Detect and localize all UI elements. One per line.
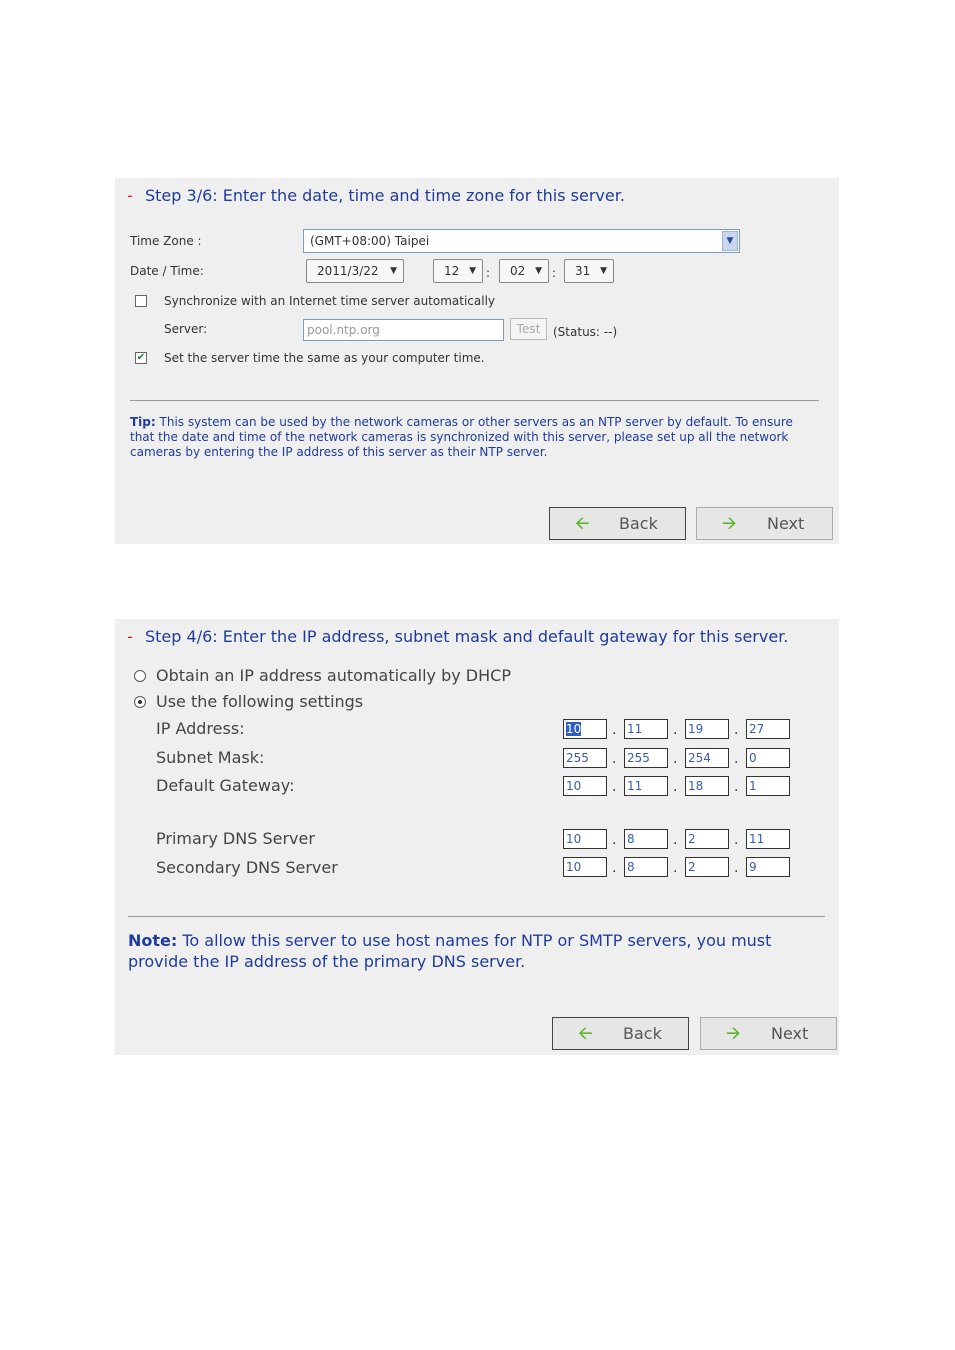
note-bold: Note: [128,931,178,950]
octet-dot: . [734,832,739,848]
next-button[interactable] [696,507,833,540]
gateway-octet-3[interactable]: 18 [685,776,729,796]
same-time-label: Set the server time the same as your computer time. [164,351,485,365]
hour-value: 12 [444,264,460,278]
time-colon: : [486,266,491,280]
dhcp-radio[interactable] [134,670,146,682]
octet-dot: . [734,779,739,795]
octet-dot: . [734,751,739,767]
arrow-right-icon: 🡪 [726,1023,741,1044]
gateway-octet-4[interactable]: 1 [746,776,790,796]
note-text [128,930,828,972]
dns1-octet-2[interactable]: 8 [624,829,668,849]
ip-octet-1-value: 10 [566,722,582,736]
dns2-octet-2[interactable]: 8 [624,857,668,877]
octet-dot: . [673,860,678,876]
subnet-octet-1[interactable]: 255 [563,748,607,768]
arrow-left-icon: 🡨 [578,1023,593,1044]
tip-text [130,415,800,460]
dns2-label: Secondary DNS Server [156,858,338,877]
second-value: 31 [575,264,591,278]
octet-dot: . [734,860,739,876]
ip-octet-1[interactable] [563,719,607,739]
octet-dot: . [673,832,678,848]
back-label: Back [623,1024,662,1043]
octet-dot: . [673,779,678,795]
step3-dash: - [127,186,133,205]
dhcp-label: Obtain an IP address automatically by DHCP [156,666,511,685]
ip-octet-3[interactable]: 19 [685,719,729,739]
test-button[interactable]: Test [510,318,547,340]
time-zone-label: Time Zone : [130,234,202,248]
subnet-label: Subnet Mask: [156,748,265,767]
ip-octet-2[interactable]: 11 [624,719,668,739]
step3-header [115,178,625,214]
ip-octet-4[interactable]: 27 [746,719,790,739]
divider [128,916,825,917]
server-label: Server: [164,322,208,336]
dns2-octet-4[interactable]: 9 [746,857,790,877]
gateway-octet-1[interactable]: 10 [563,776,607,796]
step4-panel [115,619,839,1055]
step4-title: Step 4/6: Enter the IP address, subnet mask and default gateway for this server. [145,627,789,646]
note-body: To allow this server to use host names for NTP or SMTP servers, you must provide the IP address of the primary DNS server. [128,931,772,971]
back-label: Back [619,514,658,533]
chevron-down-icon[interactable]: ▼ [722,231,738,251]
divider [130,400,819,401]
next-button[interactable] [700,1017,837,1050]
date-time-label: Date / Time: [130,264,204,278]
manual-radio[interactable] [134,696,146,708]
arrow-right-icon: 🡪 [722,513,737,534]
date-select[interactable] [306,259,404,283]
time-colon: : [552,266,557,280]
step3-title: Step 3/6: Enter the date, time and time zone for this server. [145,186,625,205]
checkmark-icon: ✔ [136,352,146,363]
subnet-octet-3[interactable]: 254 [685,748,729,768]
tip-body: This system can be used by the network cameras or other servers as an NTP server by default. To ensure that the date and time of the network cameras is synchronized with this server, please set up all the network cameras by entering the IP address of this server as their NTP server. [130,415,793,459]
ip-label: IP Address: [156,719,245,738]
time-zone-select[interactable] [303,229,740,253]
server-input[interactable]: pool.ntp.org [303,319,504,341]
status-text: (Status: --) [553,325,618,339]
second-select[interactable] [564,259,614,283]
dns2-octet-1[interactable]: 10 [563,857,607,877]
step3-panel [115,178,839,544]
time-zone-value: (GMT+08:00) Taipei [310,234,430,248]
dns1-octet-1[interactable]: 10 [563,829,607,849]
step4-dash: - [127,627,133,646]
same-time-checkbox[interactable] [135,352,147,364]
dns2-octet-3[interactable]: 2 [685,857,729,877]
octet-dot: . [673,751,678,767]
dns1-octet-4[interactable]: 11 [746,829,790,849]
octet-dot: . [612,751,617,767]
dns1-octet-3[interactable]: 2 [685,829,729,849]
manual-label: Use the following settings [156,692,364,711]
back-button[interactable] [549,507,686,540]
gateway-octet-2[interactable]: 11 [624,776,668,796]
octet-dot: . [612,722,617,738]
minute-select[interactable] [499,259,549,283]
tip-bold: Tip: [130,415,156,429]
octet-dot: . [612,832,617,848]
sync-label: Synchronize with an Internet time server automatically [164,294,496,308]
next-label: Next [767,514,805,533]
chevron-down-icon: ▼ [469,266,476,276]
octet-dot: . [673,722,678,738]
hour-select[interactable] [433,259,483,283]
minute-value: 02 [510,264,526,278]
chevron-down-icon: ▼ [535,266,542,276]
chevron-down-icon: ▼ [390,266,397,276]
chevron-down-icon: ▼ [600,266,607,276]
date-value: 2011/3/22 [317,264,379,278]
subnet-octet-2[interactable]: 255 [624,748,668,768]
sync-checkbox[interactable] [135,295,147,307]
dns1-label: Primary DNS Server [156,829,315,848]
arrow-left-icon: 🡨 [575,513,590,534]
octet-dot: . [612,779,617,795]
octet-dot: . [734,722,739,738]
octet-dot: . [612,860,617,876]
gateway-label: Default Gateway: [156,776,295,795]
subnet-octet-4[interactable]: 0 [746,748,790,768]
step4-header [115,619,788,655]
next-label: Next [771,1024,809,1043]
back-button[interactable] [552,1017,689,1050]
